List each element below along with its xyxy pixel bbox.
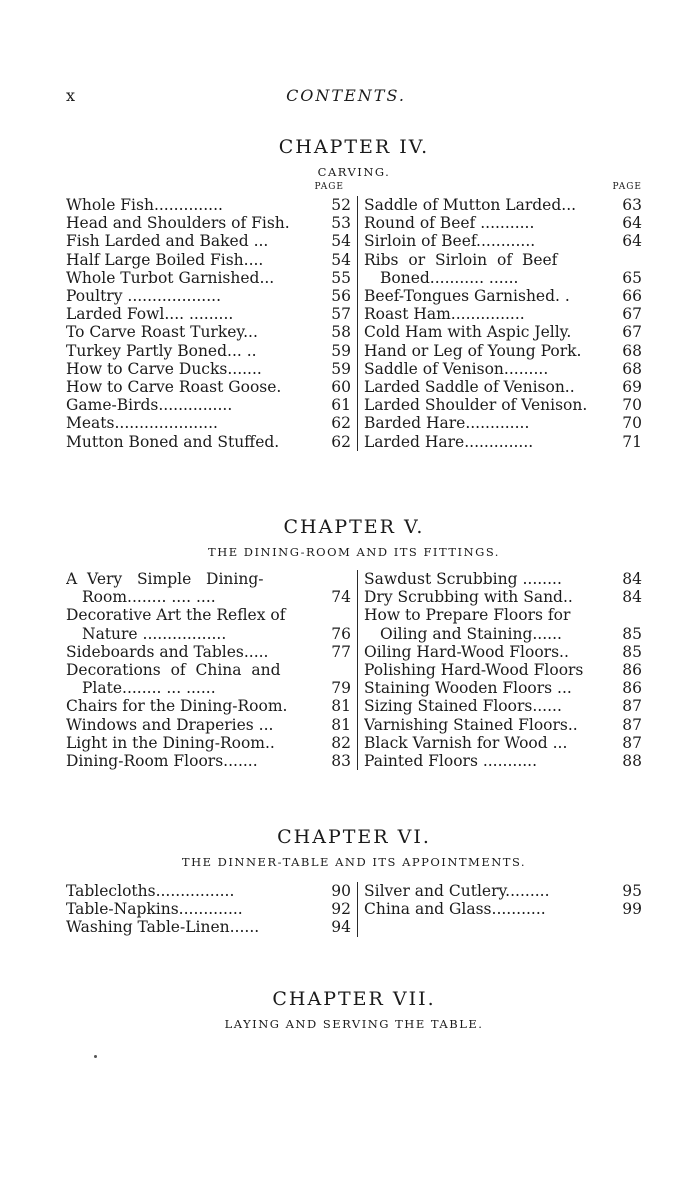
entry-title: Dining-Room Floors....... [66,752,258,771]
entry-page-number: 87 [622,733,642,752]
entry-page-number: 68 [622,359,642,378]
contents-entry [66,378,351,396]
page-column-labels [66,182,642,196]
entry-page-number: 59 [331,341,351,360]
contents-entry [66,588,351,606]
running-header [66,86,626,110]
entry-page-number: 90 [331,882,351,900]
entry-page-number: 58 [331,323,351,342]
contents-entry [364,606,642,624]
entry-page-number: 87 [622,715,642,734]
chapter-title: CHAPTER VI. [277,826,431,848]
entry-title: Half Large Boiled Fish.... [66,250,264,269]
contents-entry [364,305,642,323]
contents-entry [364,570,642,588]
entry-page-number: 56 [331,287,351,306]
entry-title: Sirloin of Beef............ [364,232,536,251]
entry-title: Beef-Tongues Garnished. . [364,287,570,306]
left-column [66,196,357,451]
contents-entry [66,396,351,414]
contents-entry [66,414,351,432]
entry-title: How to Carve Roast Goose. [66,378,282,397]
contents-entry [66,323,351,341]
contents-entry [364,900,642,918]
contents-entry [364,414,642,432]
entry-page-number: 52 [331,196,351,214]
entry-page-number: 92 [331,900,351,919]
contents-entry [66,606,351,624]
contents-entry [364,588,642,606]
entry-title: Sizing Stained Floors...... [364,697,562,716]
chapter-subtitle: LAYING AND SERVING THE TABLE. [224,1017,484,1031]
entry-page-number: 63 [622,196,642,214]
entry-page-number: 94 [331,918,351,937]
entry-page-number: 70 [622,414,642,433]
contents-entry [66,342,351,360]
contents-entry [364,716,642,734]
entry-title: Dry Scrubbing with Sand.. [364,588,573,607]
entry-page-number: 85 [622,642,642,661]
page-label-right: PAGE [612,182,642,192]
contents-columns [66,196,642,451]
contents-entry [364,396,642,414]
entry-page-number: 86 [622,661,642,680]
entry-title: Larded Saddle of Venison.. [364,378,575,397]
contents-entry [66,196,351,214]
entry-page-number: 67 [622,305,642,324]
entry-title: Table-Napkins............. [66,900,243,919]
right-column [357,570,642,770]
entry-page-number: 84 [622,588,642,607]
entry-title: Oiling and Staining...... [380,624,562,643]
entry-title: Whole Fish.............. [66,196,223,214]
entry-title: Barded Hare............. [364,414,530,433]
entry-page-number: 95 [622,882,642,900]
running-title: CONTENTS. [286,86,406,105]
page-label-left: PAGE [314,182,344,192]
entry-title: Larded Shoulder of Venison. [364,396,588,415]
entry-page-number: 71 [622,432,642,451]
entry-title: Turkey Partly Boned... .. [66,341,257,360]
entry-title: Room........ .... .... [82,588,216,607]
entry-page-number: 54 [331,232,351,251]
contents-entry [66,882,351,900]
contents-entry [66,305,351,323]
contents-entry [66,214,351,232]
entry-title: Boned........... ...... [380,268,519,287]
entry-page-number: 85 [622,624,642,643]
entry-page-number: 60 [331,378,351,397]
entry-title: Decorations of China and [66,661,281,680]
entry-title: Painted Floors ........... [364,752,538,771]
entry-title: Fish Larded and Baked ... [66,232,269,251]
entry-title: Saddle of Venison......... [364,359,549,378]
entry-page-number: 53 [331,214,351,233]
entry-page-number: 67 [622,323,642,342]
contents-entry [364,643,642,661]
entry-title: Head and Shoulders of Fish. [66,214,290,233]
contents-entry [364,323,642,341]
entry-title: Whole Turbot Garnished... [66,268,275,287]
chapter-6 [66,822,642,937]
entry-page-number: 62 [331,414,351,433]
contents-entry [66,269,351,287]
contents-entry [66,697,351,715]
entry-title: Ribs or Sirloin of Beef [364,250,558,269]
contents-entry [364,214,642,232]
chapter-title: CHAPTER VII. [272,988,436,1010]
entry-title: Washing Table-Linen...... [66,918,260,937]
contents-entry [364,882,642,900]
entry-page-number: 61 [331,396,351,415]
contents-entry [66,734,351,752]
entry-title: Plate........ ... ...... [82,679,216,698]
entry-page-number: 59 [331,359,351,378]
contents-entry [66,900,351,918]
contents-entry [364,251,642,269]
entry-page-number: 99 [622,900,642,919]
contents-entry [66,433,351,451]
entry-title: Meats..................... [66,414,218,433]
entry-page-number: 69 [622,378,642,397]
right-column [357,196,642,451]
entry-title: Tablecloths................ [66,882,235,900]
entry-title: Larded Hare.............. [364,432,534,451]
entry-page-number: 68 [622,341,642,360]
entry-page-number: 54 [331,250,351,269]
entry-title: Larded Fowl.... ......... [66,305,234,324]
contents-entry [66,679,351,697]
entry-page-number: 66 [622,287,642,306]
contents-entry [364,196,642,214]
entry-page-number: 86 [622,679,642,698]
entry-title: Chairs for the Dining-Room. [66,697,288,716]
contents-entry [66,360,351,378]
contents-entry [364,697,642,715]
contents-entry [66,643,351,661]
contents-entry [66,625,351,643]
chapter-title: CHAPTER V. [283,516,425,538]
chapter-4 [66,132,642,451]
contents-columns [66,882,642,937]
chapter-subtitle: CARVING. [317,165,391,179]
page-number: x [66,86,77,105]
chapter-7 [66,984,642,1034]
entry-title: Sideboards and Tables..... [66,642,269,661]
contents-entry [66,918,351,936]
entry-title: Varnishing Stained Floors.. [364,715,578,734]
chapter-title: CHAPTER IV. [278,136,430,158]
entry-title: Light in the Dining-Room.. [66,733,275,752]
contents-entry [364,232,642,250]
contents-entry [364,679,642,697]
entry-title: Poultry ................... [66,287,222,306]
entry-page-number: 82 [331,733,351,752]
entry-title: Sawdust Scrubbing ........ [364,570,562,588]
contents-entry [66,570,351,588]
entry-page-number: 81 [331,715,351,734]
entry-title: Decorative Art the Reflex of [66,606,286,625]
entry-title: Round of Beef ........... [364,214,535,233]
entry-page-number: 65 [622,268,642,287]
entry-title: Oiling Hard-Wood Floors.. [364,642,569,661]
entry-title: Windows and Draperies ... [66,715,274,734]
contents-entry [66,251,351,269]
entry-title: Hand or Leg of Young Pork. [364,341,582,360]
entry-title: Nature ................. [82,624,227,643]
contents-entry [364,378,642,396]
entry-title: To Carve Roast Turkey... [66,323,258,342]
contents-entry [364,342,642,360]
entry-title: China and Glass........... [364,900,546,919]
chapter-5 [66,512,642,770]
left-column [66,882,357,937]
entry-page-number: 88 [622,752,642,771]
contents-entry [66,661,351,679]
entry-page-number: 64 [622,214,642,233]
entry-title: Silver and Cutlery......... [364,882,550,900]
contents-entry [364,734,642,752]
print-speck [94,1055,97,1058]
entry-title: Game-Birds............... [66,396,233,415]
left-column [66,570,357,770]
contents-entry [364,752,642,770]
entry-title: Cold Ham with Aspic Jelly. [364,323,572,342]
entry-page-number: 70 [622,396,642,415]
right-column [357,882,642,937]
entry-title: Mutton Boned and Stuffed. [66,432,280,451]
entry-page-number: 83 [331,752,351,771]
entry-page-number: 55 [331,268,351,287]
contents-entry [66,752,351,770]
chapter-subtitle: THE DINING-ROOM AND ITS FITTINGS. [208,545,500,559]
entry-page-number: 81 [331,697,351,716]
entry-page-number: 64 [622,232,642,251]
entry-page-number: 57 [331,305,351,324]
entry-page-number: 79 [331,679,351,698]
entry-title: Polishing Hard-Wood Floors [364,661,584,680]
contents-entry [66,232,351,250]
contents-entry [364,433,642,451]
entry-title: Saddle of Mutton Larded... [364,196,577,214]
contents-entry [364,269,642,287]
entry-title: Staining Wooden Floors ... [364,679,572,698]
contents-entry [66,287,351,305]
entry-page-number: 62 [331,432,351,451]
entry-title: Black Varnish for Wood ... [364,733,568,752]
contents-entry [364,287,642,305]
contents-entry [364,661,642,679]
entry-title: How to Prepare Floors for [364,606,571,625]
entry-page-number: 84 [622,570,642,588]
entry-page-number: 74 [331,588,351,607]
entry-page-number: 87 [622,697,642,716]
entry-title: A Very Simple Dining- [66,570,264,588]
entry-title: Roast Ham............... [364,305,525,324]
entry-title: How to Carve Ducks....... [66,359,262,378]
entry-page-number: 76 [331,624,351,643]
contents-entry [364,625,642,643]
contents-entry [66,716,351,734]
entry-page-number: 77 [331,642,351,661]
contents-columns [66,570,642,770]
chapter-subtitle: THE DINNER-TABLE AND ITS APPOINTMENTS. [181,855,527,869]
contents-entry [364,360,642,378]
